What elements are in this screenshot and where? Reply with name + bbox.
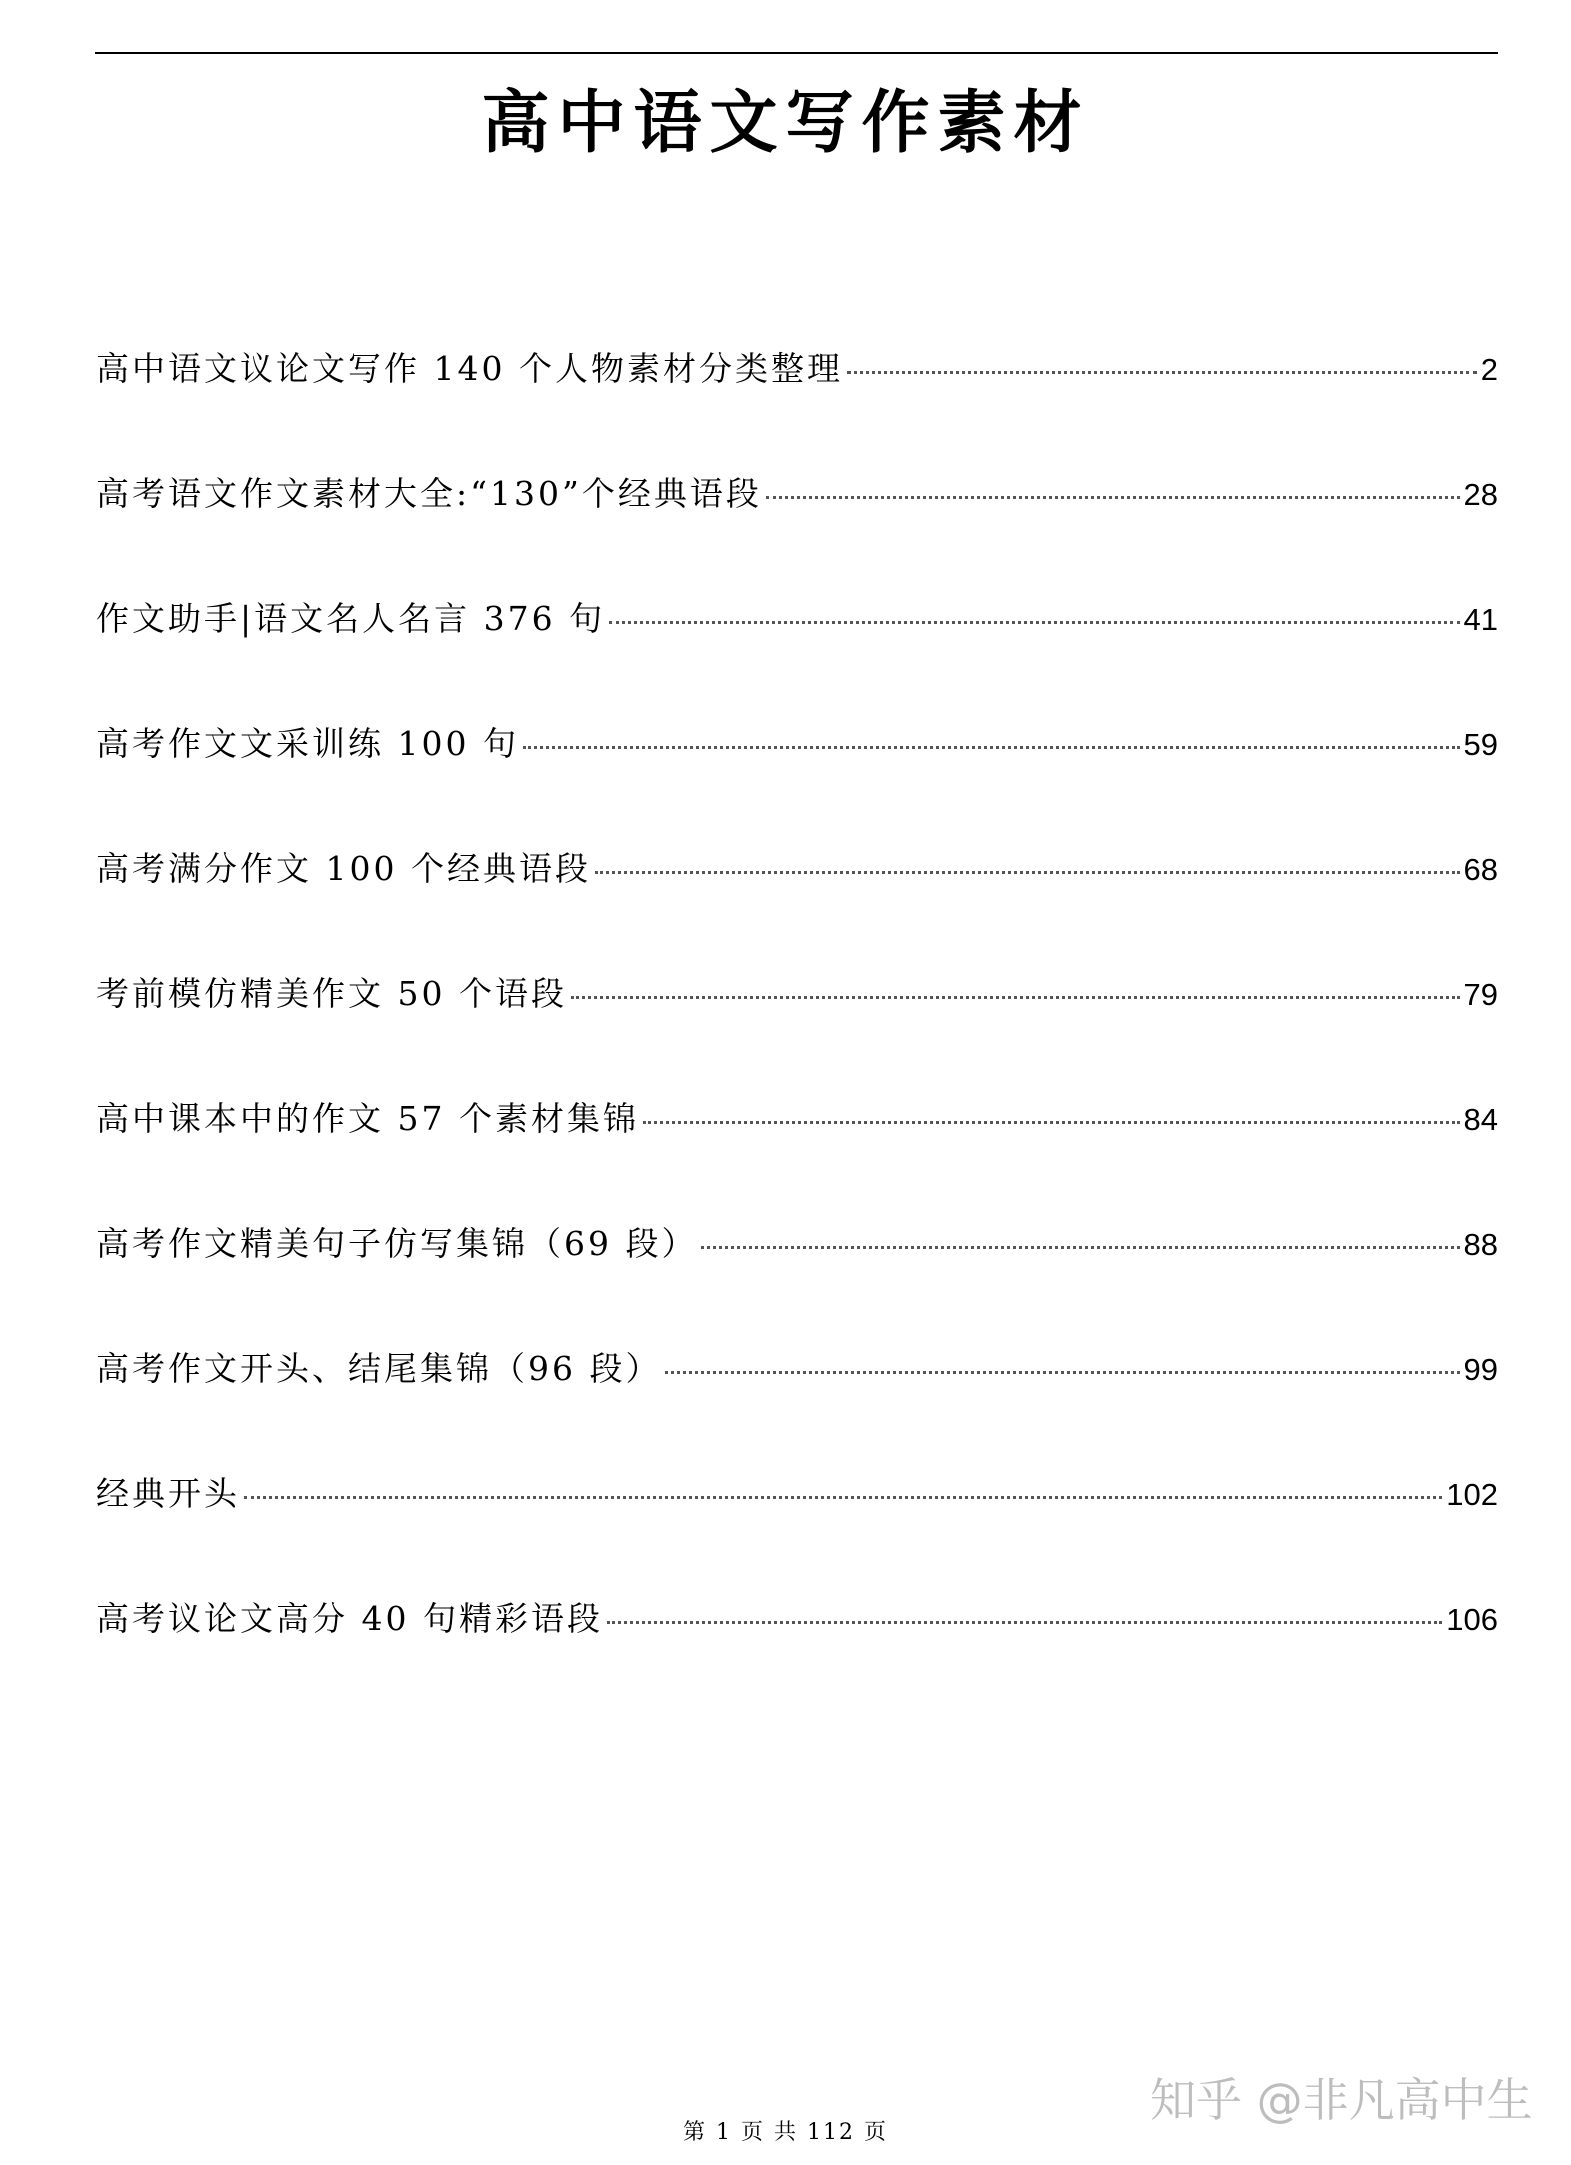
toc-page-number: 102 xyxy=(1446,1477,1498,1512)
toc-dot-leader xyxy=(665,1371,1459,1374)
toc-entry-title: 高考作文精美句子仿写集锦（69 段） xyxy=(96,1224,698,1263)
toc-page-number: 41 xyxy=(1463,602,1498,637)
toc-entry-title: 高中语文议论文写作 140 个人物素材分类整理 xyxy=(96,349,843,388)
toc-entry[interactable] xyxy=(96,460,1498,585)
toc-dot-leader xyxy=(701,1246,1459,1249)
toc-dot-leader xyxy=(571,996,1460,999)
toc-page-number: 99 xyxy=(1463,1352,1498,1387)
header-rule xyxy=(95,52,1498,54)
toc-entry[interactable] xyxy=(96,585,1498,710)
toc-dot-leader xyxy=(609,621,1459,624)
toc-entry[interactable] xyxy=(96,710,1498,835)
toc-entry[interactable] xyxy=(96,1460,1498,1585)
toc-entry[interactable] xyxy=(96,335,1498,460)
toc-page-number: 68 xyxy=(1463,852,1498,887)
toc-page-number: 79 xyxy=(1463,977,1498,1012)
toc-entry-title: 考前模仿精美作文 50 个语段 xyxy=(96,974,567,1013)
toc-entry[interactable] xyxy=(96,1335,1498,1460)
toc-dot-leader xyxy=(607,1621,1442,1624)
toc-dot-leader xyxy=(244,1496,1442,1499)
toc-entry-title: 经典开头 xyxy=(96,1474,240,1513)
toc-page-number: 106 xyxy=(1446,1602,1498,1637)
toc-entry-title: 高考作文文采训练 100 句 xyxy=(96,724,519,763)
toc-entry-title: 高中课本中的作文 57 个素材集锦 xyxy=(96,1099,639,1138)
toc-dot-leader xyxy=(643,1121,1460,1124)
toc-entry[interactable] xyxy=(96,1585,1498,1710)
toc-dot-leader xyxy=(766,496,1460,499)
document-title: 高中语文写作素材 xyxy=(481,83,1090,163)
toc-dot-leader xyxy=(523,746,1460,749)
toc-entry-title: 高考议论文高分 40 句精彩语段 xyxy=(96,1599,603,1638)
toc-entry[interactable] xyxy=(96,835,1498,960)
page-footer: 第 1 页 共 112 页 xyxy=(683,2120,888,2145)
toc-entry-title: 作文助手|语文名人名言 376 句 xyxy=(96,599,606,638)
toc-dot-leader xyxy=(847,371,1477,374)
toc-page-number: 59 xyxy=(1463,727,1498,762)
toc-page-number: 84 xyxy=(1463,1102,1498,1137)
toc-entry[interactable] xyxy=(96,1210,1498,1335)
toc-dot-leader xyxy=(595,871,1460,874)
toc-entry[interactable] xyxy=(96,960,1498,1085)
toc-page-number: 88 xyxy=(1463,1227,1498,1262)
toc-entry[interactable] xyxy=(96,1085,1498,1210)
watermark: 知乎 @非凡高中生 xyxy=(1150,2073,1533,2127)
table-of-contents xyxy=(96,335,1498,1710)
toc-entry-title: 高考满分作文 100 个经典语段 xyxy=(96,849,591,888)
toc-entry-title: 高考作文开头、结尾集锦（96 段） xyxy=(96,1349,662,1388)
toc-entry-title: 高考语文作文素材大全:“130”个经典语段 xyxy=(96,474,762,513)
toc-page-number: 2 xyxy=(1480,352,1498,387)
toc-page-number: 28 xyxy=(1463,477,1498,512)
